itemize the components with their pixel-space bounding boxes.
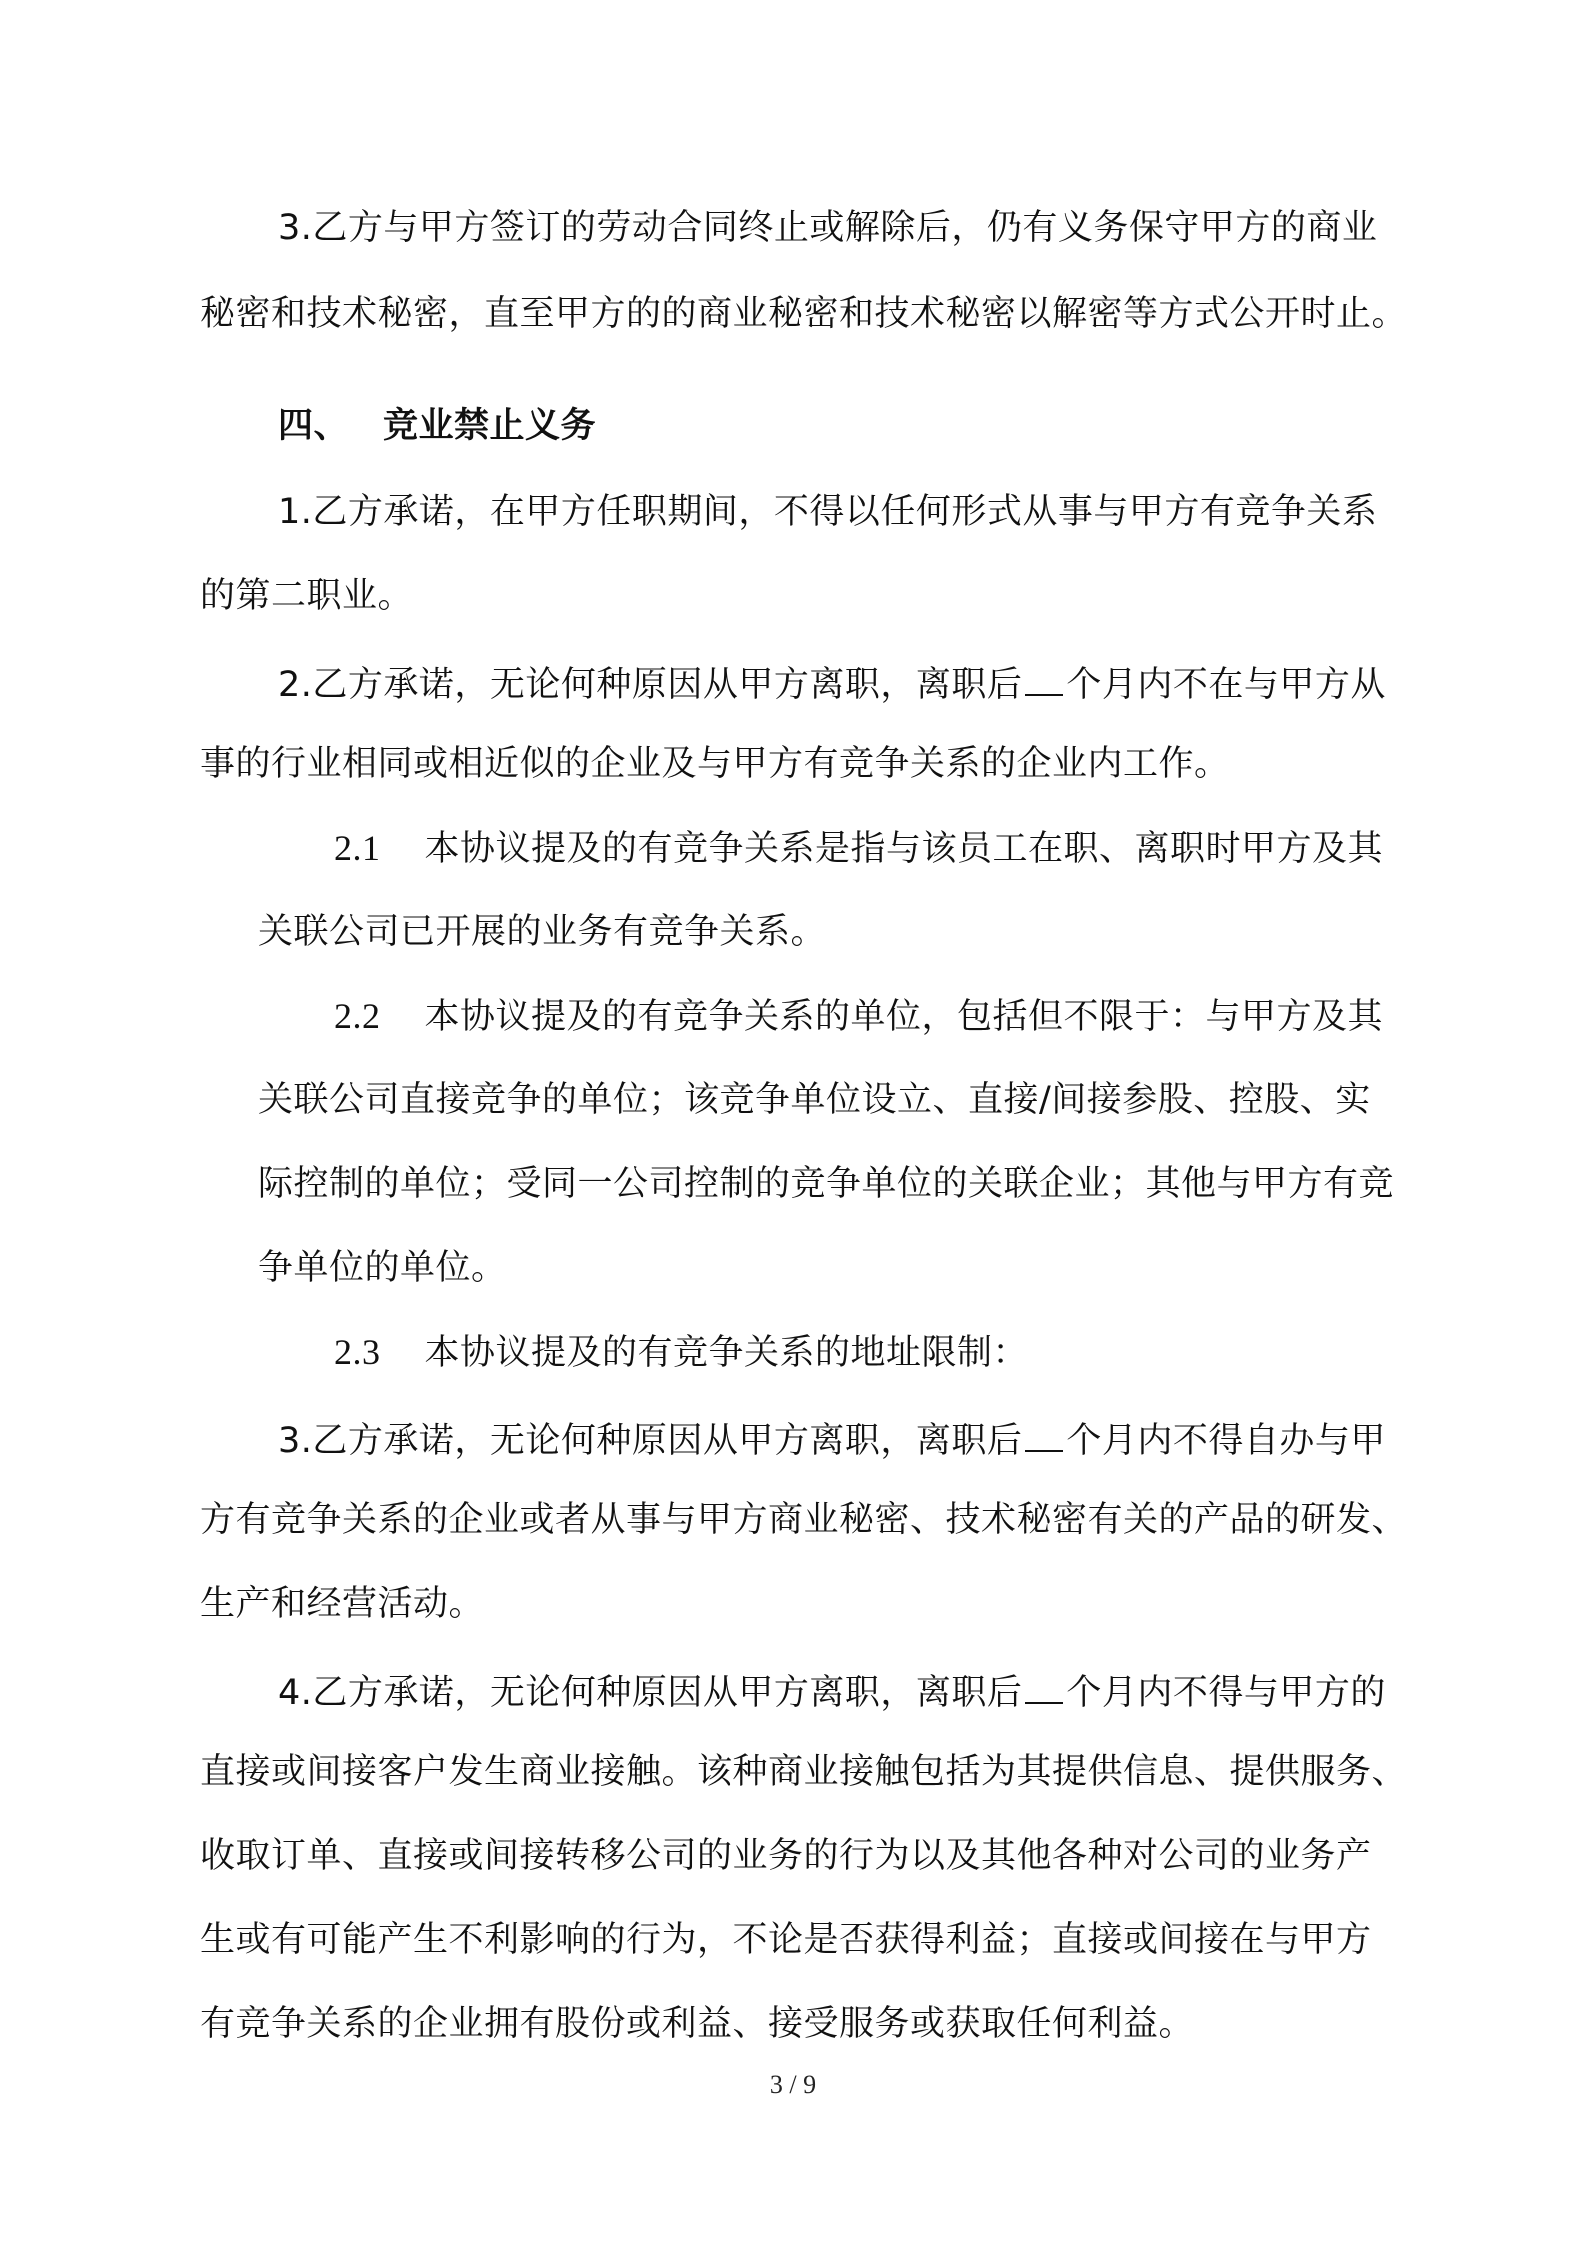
paragraph-line	[278, 1412, 1386, 1465]
paragraph-line: 1.乙方承诺，在甲方任职期间，不得以任何形式从事与甲方有竞争关系	[278, 492, 1378, 532]
paragraph-line: 收取订单、直接或间接转移公司的业务的行为以及其他各种对公司的业务产	[200, 1836, 1372, 1876]
line-text: 个月内不得自办与甲	[1066, 1421, 1386, 1461]
blank-underline	[1025, 1664, 1063, 1704]
subclause-line	[334, 1328, 1028, 1377]
line-text: 个月内不在与甲方从	[1066, 665, 1386, 705]
section-title: 竞业禁止义务	[383, 406, 597, 446]
paragraph-line: 有竞争关系的企业拥有股份或利益、接受服务或获取任何利益。	[200, 2004, 1195, 2044]
subclause-line	[334, 992, 1383, 1041]
line-text: 本协议提及的有竞争关系是指与该员工在职、离职时甲方及其	[424, 829, 1384, 869]
paragraph-line: 方有竞争关系的企业或者从事与甲方商业秘密、技术秘密有关的产品的研发、	[200, 1500, 1408, 1540]
paragraph-line: 的第二职业。	[200, 576, 414, 616]
paragraph-line: 关联公司已开展的业务有竞争关系。	[258, 912, 827, 952]
subclause-number: 2.3	[334, 1332, 381, 1372]
paragraph-line: 事的行业相同或相近似的企业及与甲方有竞争关系的企业内工作。	[200, 744, 1230, 784]
line-text: 2.乙方承诺，无论何种原因从甲方离职，离职后	[278, 665, 1023, 705]
page-number: 3 / 9	[769, 2070, 817, 2099]
paragraph-line: 3.乙方与甲方签订的劳动合同终止或解除后，仍有义务保守甲方的商业	[278, 208, 1378, 248]
section-number: 四、	[278, 406, 350, 446]
paragraph-line	[278, 1664, 1386, 1717]
line-text: 个月内不得与甲方的	[1066, 1673, 1386, 1713]
paragraph-line: 秘密和技术秘密，直至甲方的的商业秘密和技术秘密以解密等方式公开时止。	[200, 294, 1408, 334]
paragraph-line: 关联公司直接竞争的单位；该竞争单位设立、直接/间接参股、控股、实	[258, 1080, 1371, 1120]
blank-underline	[1025, 656, 1063, 696]
paragraph-line: 际控制的单位；受同一公司控制的竞争单位的关联企业；其他与甲方有竞	[258, 1164, 1395, 1204]
paragraph-line: 生产和经营活动。	[200, 1584, 485, 1624]
paragraph-line: 生或有可能产生不利影响的行为，不论是否获得利益；直接或间接在与甲方	[200, 1920, 1372, 1960]
line-text: 4.乙方承诺，无论何种原因从甲方离职，离职后	[278, 1673, 1023, 1713]
line-text: 3.乙方承诺，无论何种原因从甲方离职，离职后	[278, 1421, 1023, 1461]
paragraph-line: 争单位的单位。	[258, 1248, 507, 1288]
paragraph-line	[278, 656, 1386, 709]
subclause-line	[334, 824, 1383, 873]
line-text: 本协议提及的有竞争关系的单位，包括但不限于：与甲方及其	[424, 997, 1384, 1037]
blank-underline	[1025, 1412, 1063, 1452]
subclause-number: 2.1	[334, 828, 381, 868]
paragraph-line: 直接或间接客户发生商业接触。该种商业接触包括为其提供信息、提供服务、	[200, 1752, 1408, 1792]
section-heading	[278, 402, 596, 450]
line-text: 本协议提及的有竞争关系的地址限制：	[424, 1333, 1029, 1373]
subclause-number: 2.2	[334, 996, 381, 1036]
